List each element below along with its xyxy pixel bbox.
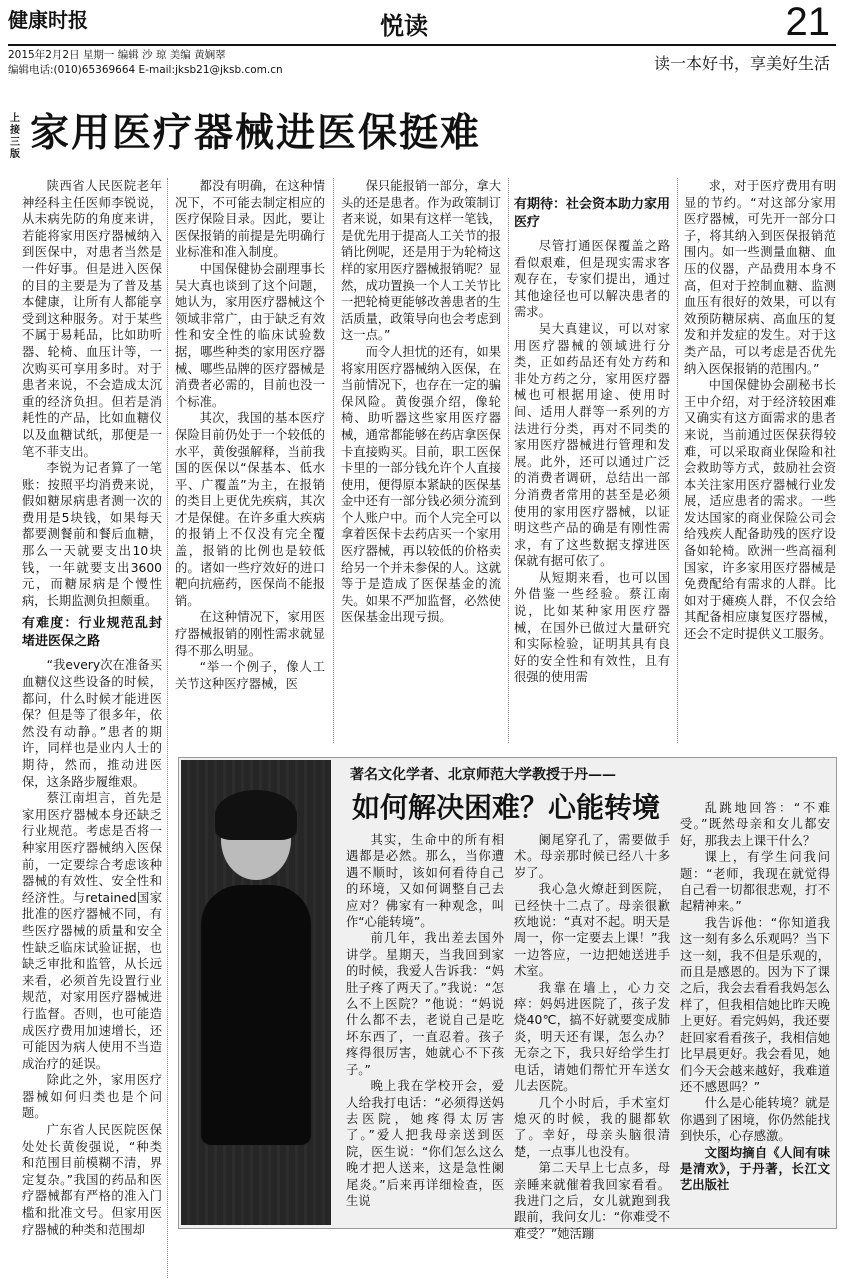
paragraph: 什么是心能转境？就是你遇到了困境，你仍然能找到快乐，心存感激。 (680, 1096, 830, 1144)
paragraph: 我心急火燎赶到医院，已经快十二点了。母亲很歉疚地说：“真对不起。明天是周一，你一定要去上课！”我一边答应，一边把她送进手术室。 (514, 882, 670, 979)
paragraph: 中国保健协会副理事长吴大真也谈到了这个问题，她认为，家用医疗器械这个领域非常广，由于缺乏有效性和安全性的临床试验数据，哪些种类的家用医疗器械、哪些品牌的医疗器械是消费者必需的，目前也没一个标准。 (175, 261, 325, 409)
article1-column-2 (175, 178, 325, 743)
paragraph: 吴大真建议，可以对家用医疗器械的领域进行分类，正如药品还有处方药和非处方药之分，家用医疗器械也可根据用途、使用时间、适用人群等一系列的方法进行分类，再对不同类的家用医疗器械进行管理和发展。此外，还可以通过广泛的消费者调研，总结出一部分消费者常用的甚至是必须使用的家用医疗器械，以证明这些产品的确是有刚性需求，有了这些数据支撑进医保就有据可依了。 (514, 321, 670, 569)
paragraph: “我every次在准备买血糖仪这些设备的时候，都问，什么时候才能进医保？但是等了很多年，依然没有动静。”患者的期许，同样也是业内人士的期待，然而，推动进医保，这条路步履维艰。 (22, 658, 162, 789)
paragraph: 尽管打通医保覆盖之路看似艰难，但是现实需求客观存在，专家们提出，通过其他途径也可以解决患者的需求。 (514, 239, 670, 320)
section-title: 悦读 (380, 11, 428, 40)
masthead-logo: 健康时报 (8, 8, 88, 32)
paragraph: “举一个例子，像人工关节这种医疗器械，医 (175, 660, 325, 691)
excerpt-column-3 (680, 800, 830, 1225)
paragraph: 求，对于医疗费用有明显的节约。“对这部分家用医疗器械，可先开一部分口子，将其纳入到医保报销范围内。如一些测量血糖、血压的仪器，产品费用本身不高，但对于控制血糖、监测血压有很好的效果，可以有效预防糖尿病、高血压的复发和并发症的发生。对于这类产品，可以考虑是否优先纳入医保报销的范围内。” (684, 179, 836, 376)
paragraph: 我靠在墙上，心力交瘁：妈妈进医院了，孩子发烧40℃，搞不好就要变成肺炎，明天还有课，怎么办？无奈之下，我只好给学生打电话，请她们帮忙开车送女儿去医院。 (514, 980, 670, 1094)
excerpt-title: 如何解决困难？心能转境 (352, 791, 661, 824)
article1-column-4 (514, 190, 670, 743)
paragraph: 蔡江南坦言，首先是家用医疗器械本身还缺乏行业规范。考虑是否将一种家用医疗器械纳入医保前，一定要综合考虑该种器械的有效性、安全性和经济性。与retained国家批准的医疗器械不同，有些医疗器械的质量和安全性缺乏临床试验证据，也缺乏审批和监管，从长远来看，必须首先设置行业规范，对家用医疗器械进行监督。否则，也可能造成医疗费用加速增长，还可能因为病人使用不当造成治疗的延误。 (22, 791, 162, 1071)
article1-column-1 (22, 178, 162, 1278)
paragraph: 阑尾穿孔了，需要做手术。母亲那时候已经八十多岁了。 (514, 833, 670, 880)
excerpt-column-1 (346, 832, 504, 1222)
paragraph: 乱跳地回答：“不难受。”既然母亲和女儿都安好，那我去上课干什么？ (680, 801, 830, 848)
subhead-expectation: 有期待：社会资本助力家用医疗 (514, 197, 671, 230)
section-motto: 读一本好书，享美好生活 (653, 54, 830, 73)
subhead-difficulty: 有难度：行业规范乱封堵进医保之路 (22, 616, 162, 650)
paragraph: 晚上我在学校开会，爱人给我打电话：“必须得送妈去医院，她疼得太厉害了。”爱人把我母亲送到医院，医生说：“你们怎么这么晚才把人送来，这是急性阑尾炎。”后来再详细检查，医生说 (346, 1079, 504, 1208)
paragraph: 保只能报销一部分，拿大头的还是患者。作为政策制订者来说，如果有这样一笔钱，是优先用于提高人工关节的报销比例呢，还是用于为轮椅这样的家用医疗器械报销呢？显然，成功置换一个人工关节比一把轮椅更能够改善患者的生活质量，政策导向也会考虑到这一点。” (341, 179, 501, 343)
page-number: 21 (785, 0, 830, 44)
column-divider (508, 178, 509, 743)
continued-label: 上接三版 (10, 113, 20, 160)
excerpt-intro: 著名文化学者、北京师范大学教授于丹—— (350, 767, 616, 783)
paragraph: 除此之外，家用医疗器械如何归类也是个问题。 (22, 1073, 162, 1121)
paragraph: 李锐为记者算了一笔账：按照平均消费来说，假如糖尿病患者测一次的费用是5块钱，如果每天都要测餐前和餐后血糖，那么一天就要支出10块钱，一年就要支出3600元，而糖尿病是个慢性病，长期监测负担颇重。 (22, 461, 162, 608)
paragraph: 在这种情况下，家用医疗器械报销的刚性需求就显得不那么明显。 (175, 610, 325, 658)
column-divider (677, 178, 678, 743)
column-divider (333, 178, 334, 743)
paragraph: 从短期来看，也可以国外借鉴一些经验。蔡江南说，比如某种家用医疗器械，在国外已做过大量研究和实际检验，证明其具有良好的安全性和有效性，且有很强的使用需 (514, 570, 670, 685)
contact-line: 编辑电话:(010)65369664 E-mail:jksb21@jksb.com.cn (8, 64, 283, 76)
paragraph: 课上，有学生问我问题：“老师，我现在就觉得自己看一切都很悲观，打不起精神来。” (680, 850, 830, 914)
paragraph: 其次，我国的基本医疗保险目前仍处于一个较低的水平，黄俊强解释，当前我国的医保以“保基本、低水平、广覆盖”为主，在报销的类目上更优先疾病，其次才是保健。在许多重大疾病的报销上不仅没有完全覆盖，报销的比例也是较低的。诸如一些疗效好的进口靶向抗癌药，医保尚不能报销。 (175, 411, 325, 608)
paragraph: 都没有明确，在这种情况下，不可能去制定相应的医疗保险目录。因此，要让医保报销的前提是先明确行业标准和准入制度。 (175, 179, 325, 260)
article1-column-3 (341, 178, 501, 743)
paragraph: 而令人担忧的还有，如果将家用医疗器械纳入医保，在当前情况下，也存在一定的骗保风险。黄俊强介绍，像轮椅、助听器这些家用医疗器械，通常都能够在药店拿医保卡直接购买。目前，职工医保卡里的一部分钱允许个人直接使用，便得原本紧缺的医保基金中还有一部分钱必须分流到个人账户中。而个人完全可以拿着医保卡去药店买一个家用医疗器械，再以较低的价格卖给另一个并未参保的人。这就等于是造成了医保基金的流失。如果不严加监督，必然使医保基金出现亏损。 (341, 344, 501, 625)
header-rule (8, 44, 836, 46)
article-headline: 家用医疗器械进医保挺难 (30, 110, 482, 156)
author-photo (181, 760, 331, 1225)
article1-column-5 (684, 178, 836, 743)
excerpt-column-2 (514, 832, 670, 1241)
paragraph: 陕西省人民医院老年神经科主任医师李锐说，从未病先防的角度来讲，若能将家用医疗器械纳入到医保中，对患者当然是一件好事。但是进入医保的目的主要是为了普及基本健康，让所有人都能享受到这种服务。对于某些不属于易耗品，比如助听器、轮椅、血压计等，一次购买可享用多时。对于患者来说，不会造成太沉重的经济负担。但若是消耗性的产品，比如血糖仪以及血糖试纸，那便是一笔不菲支出。 (22, 179, 162, 459)
paragraph: 中国保健协会副秘书长王中介绍，对于经济较困难又确实有这方面需求的患者来说，当前通过医保获得较难，可以采取商业保险和社会救助等方式，鼓励社会资本关注家用医疗器械行业发展，适应患者的需求。一些发达国家的商业保险公司会给残疾人配备助残的医疗设备如轮椅。欧洲一些高福利国家，许多家用医疗器械是免费配给有需求的人群。比如对于瘫痪人群，不仅会给其配备相应康复医疗器械，还会不定时提供义工服务。 (684, 378, 836, 642)
paragraph: 其实，生命中的所有相遇都是必然。那么，当你遭遇不顺时，该如何看待自己的环境，又如何调整自己去应对？佛家有一种观念，叫作“心能转境”。 (346, 833, 504, 930)
excerpt-source: 文图均摘自《人间有味是清欢》，于丹著，长江文艺出版社 (680, 1145, 830, 1193)
paragraph: 前几年，我出差去国外讲学。星期天，当我回到家的时候，我爱人告诉我：“妈肚子疼了两天了。”我说：“怎么不上医院？”他说：“妈说什么都不去，老说自己是吃坏东西了，一直忍着。孩子疼得很厉害，她就心不下孩子。” (346, 931, 504, 1077)
paragraph: 我告诉他：“你知道我这一刻有多么乐观吗？当下这一刻，我不但是乐观的，而且是感恩的。因为下了课之后，我会去看看我妈怎么样了，但我相信她比昨天晚上更好。看完妈妈，我还要赶回家看看孩子，我相信她比早晨更好。我会看见，她们今天会越来越好，我难道还不感恩吗？” (680, 915, 830, 1094)
dateline: 2015年2月2日 星期一 编辑 沙 琼 美编 黄娴翠 (8, 49, 226, 61)
paragraph: 第二天早上七点多，母亲睡来就催着我回家看看。我进门之后，女儿就跑到我跟前，我问女儿：“你难受不难受？”她活蹦 (514, 1161, 670, 1241)
column-divider (167, 178, 168, 1278)
paragraph: 广东省人民医院医保处处长黄俊强说，“种类和范围目前模糊不清，界定复杂。”我国的药品和医疗器械都有严格的准入门槛和批准文号。但家用医疗器械的种类和范围却 (22, 1123, 162, 1237)
paragraph: 几个小时后，手术室灯熄灭的时候，我的腿都软了。幸好，母亲头脑很清楚，一点事儿也没有。 (514, 1095, 670, 1159)
